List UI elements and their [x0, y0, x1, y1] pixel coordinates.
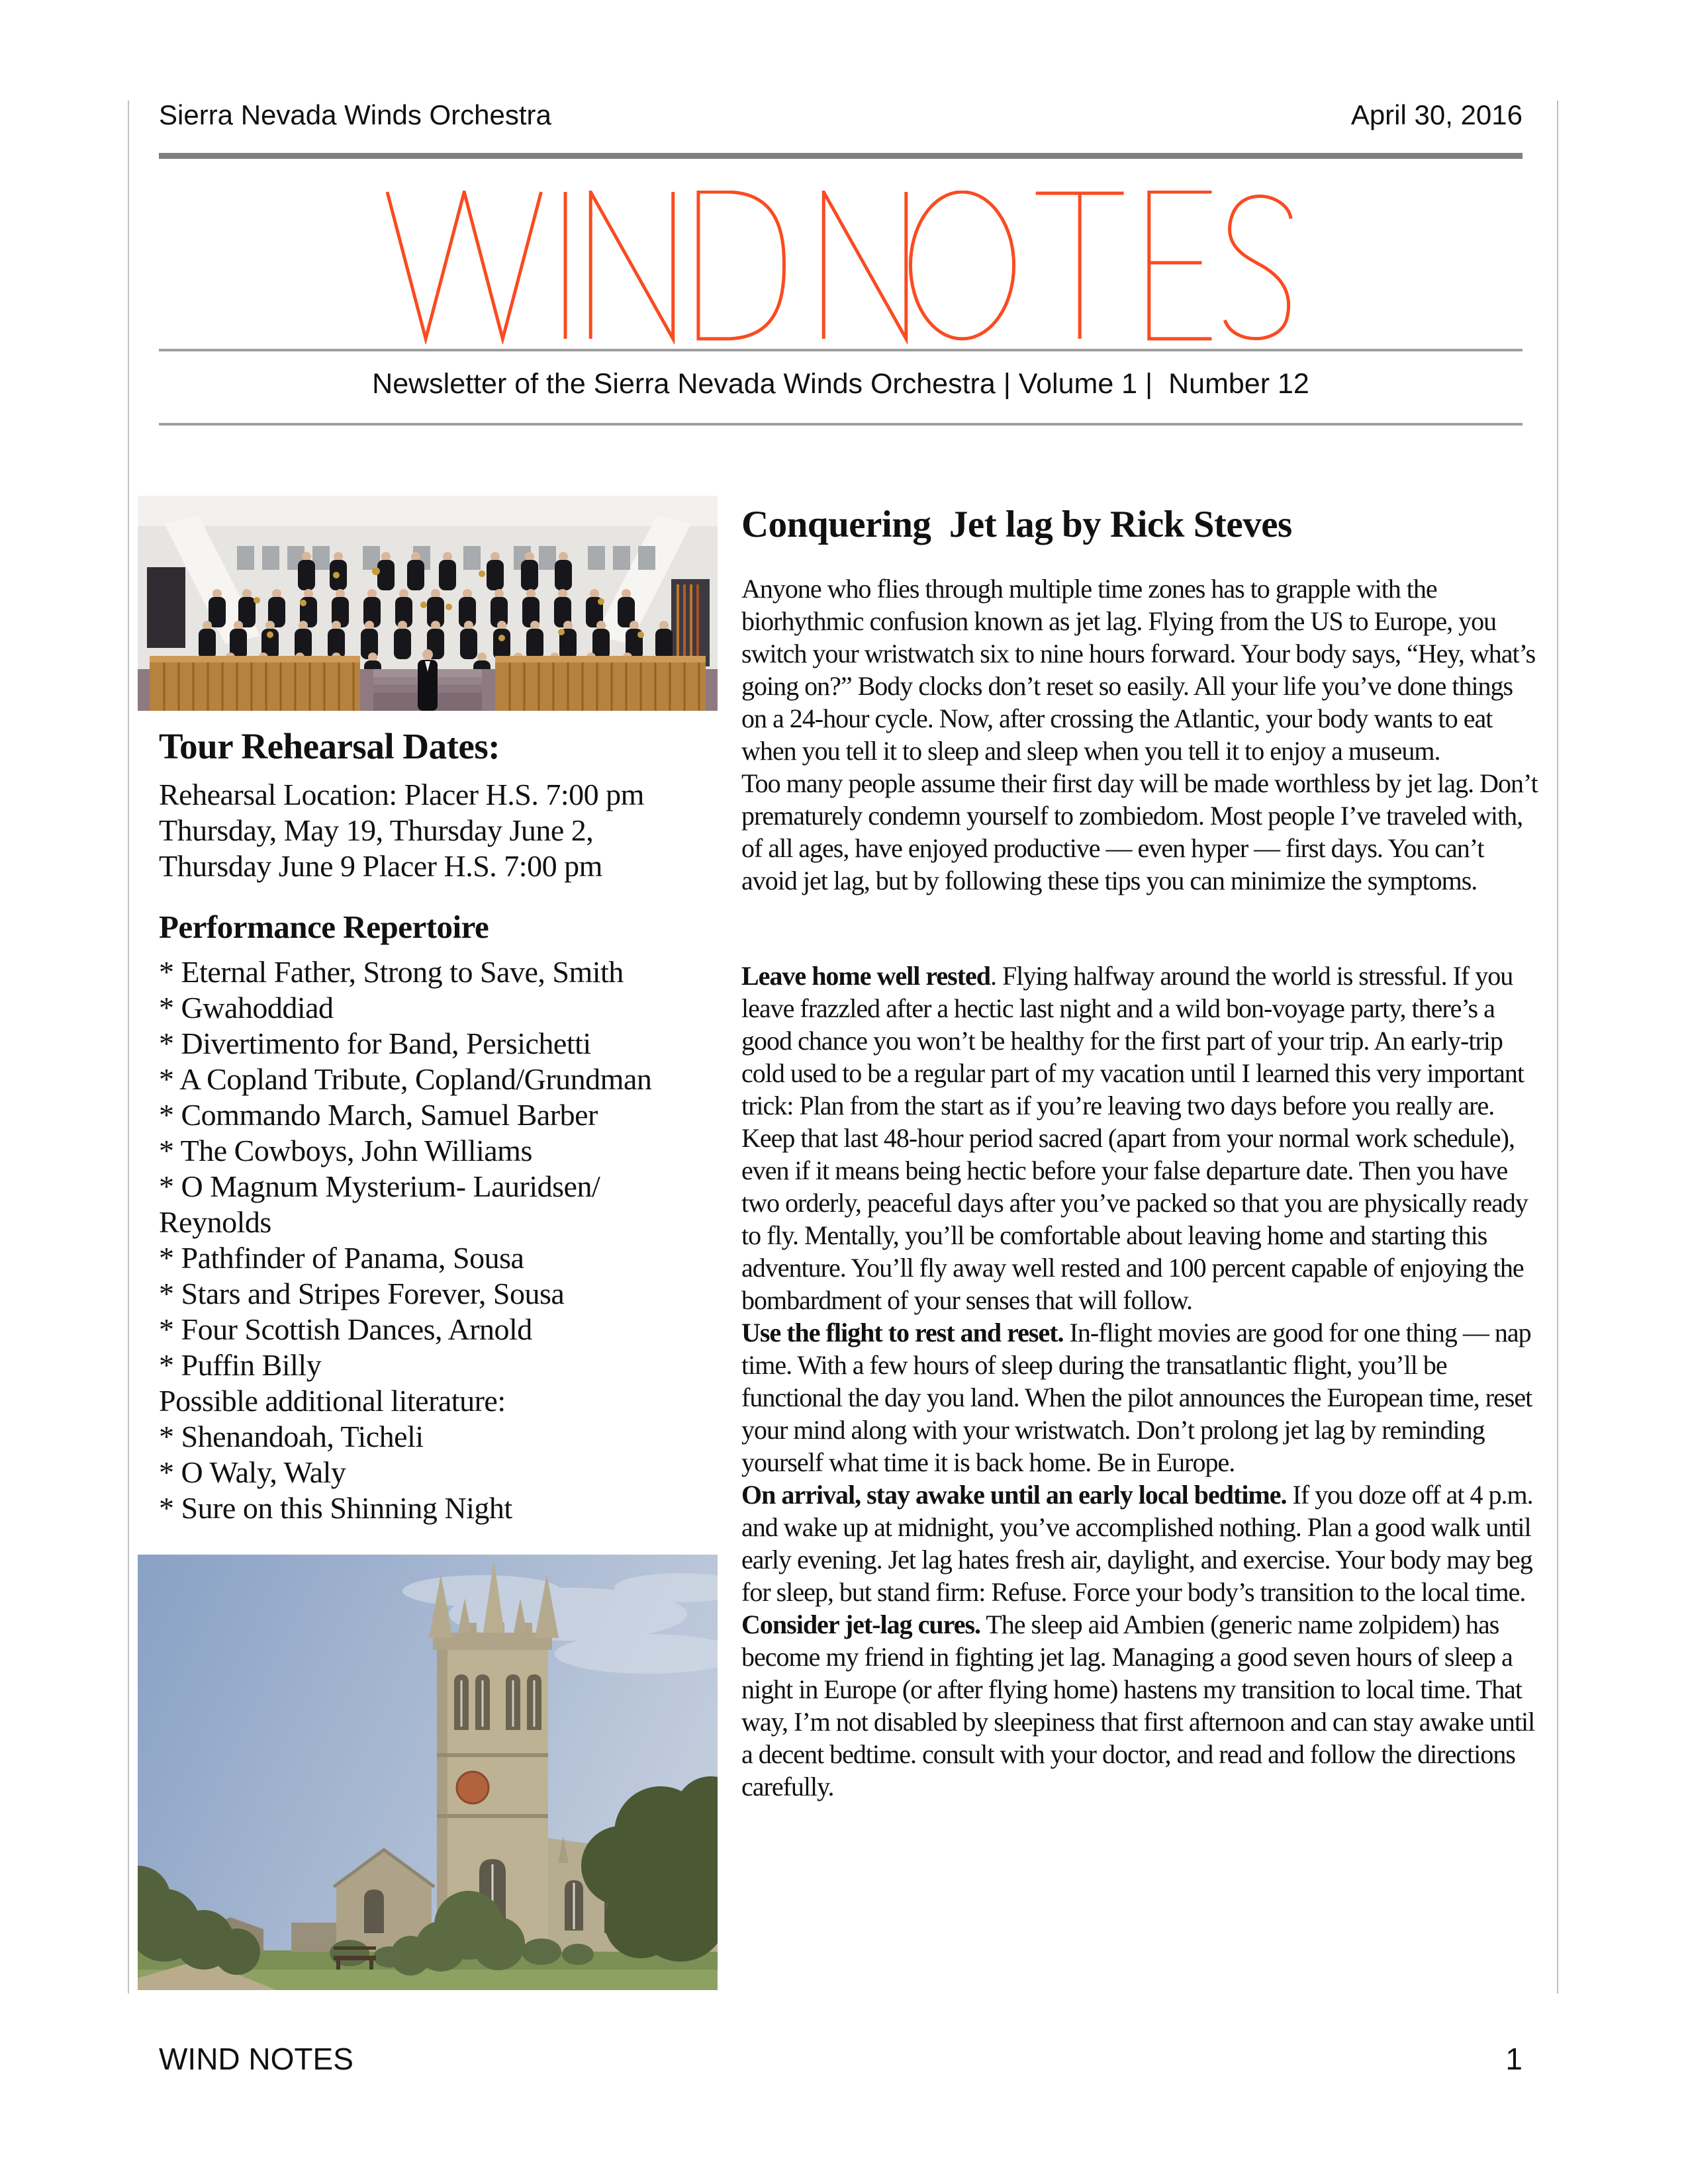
text-line: * O Magnum Mysterium- Lauridsen/ — [159, 1169, 600, 1203]
text-line: Thursday June 9 Placer H.S. 7:00 pm — [159, 849, 602, 883]
performance-repertoire-list — [159, 954, 651, 1526]
masthead-title-art — [384, 191, 1297, 344]
text-line: * Puffin Billy — [159, 1348, 322, 1382]
orchestra-photo-art — [138, 495, 718, 711]
church-photo — [138, 1554, 718, 1991]
article-paragraph: Leave home well rested. Flying halfway around the world is stressful. If you leave frazzled after a hectic last night and a wild bon-voyage party, there’s a good chance you won’t be healthy for the first part of your trip. An early-trip cold used to be a regular part of my vacation until I learned this very important trick: Plan from the start as if you’re leaving two days before you really are. Keep that last 48-hour period sacred (apart from your normal work schedule), even if it means being hectic before your false departure date. Then you have two orderly, peaceful days after you’ve packed so that you are physically ready to fly. Mentally, you’ll be comfortable about leaving home and starting this adventure. You’ll fly away well rested and 100 percent capable of enjoying the bombardment of your senses that will follow. — [741, 961, 1528, 1315]
subtitle-rule-bottom — [159, 423, 1523, 426]
church-photo-art — [138, 1554, 718, 1991]
footer-title: WIND NOTES — [159, 2042, 353, 2076]
article-jet-lag — [741, 503, 1542, 1803]
paragraph-lead-bold: Use the flight to rest and reset. — [741, 1318, 1064, 1347]
article-paragraph: Use the flight to rest and reset. In-flight movies are good for one thing — nap time. With a few hours of sleep during the transatlantic flight, you’ll be functional the day you land. When the pilot announces the European time, reset your mind along with your wristwatch. Don’t prolong jet lag by reminding yourself what time it is back home. Be in Europe. — [741, 1318, 1532, 1477]
text-line: * Divertimento for Band, Persichetti — [159, 1026, 591, 1060]
article-heading: Conquering Jet lag by Rick Steves — [741, 504, 1292, 545]
text-line: * Eternal Father, Strong to Save, Smith — [159, 955, 624, 989]
article-paragraph: Too many people assume their first day will be made worthless by jet lag. Don’t prematurely condemn yourself to zombiedom. Most people I’ve traveled with, of all ages, have enjoyed productive — even hyper — first days. You can’t avoid jet lag, but by following these tips you can minimize the symptoms. — [741, 768, 1538, 895]
subtitle-rule-top — [159, 349, 1523, 351]
text-line: Reynolds — [159, 1205, 271, 1239]
orchestra-photo — [138, 495, 718, 711]
page-frame-line-right — [1557, 101, 1558, 1993]
page-frame-line-left — [128, 101, 129, 1993]
article-paragraph: Anyone who flies through multiple time zones has to grapple with the biorhythmic confusion known as jet lag. Flying from the US to Europe, you switch your wristwatch six to nine hours forward. Your body says, “Hey, what’s going on?” Body clocks don’t reset so easily. All your life you’ve done things on a 24-hour cycle. Now, after crossing the Atlantic, your body wants to eat when you tell it to sleep and sleep when you tell it to enjoy a museum. — [741, 574, 1536, 766]
paragraph-lead-bold: Consider jet-lag cures. — [741, 1610, 981, 1639]
article-paragraph: On arrival, stay awake until an early local bedtime. If you doze off at 4 p.m. and wake up at midnight, you’ve accomplished nothing. Plan a good walk until early evening. Jet lag hates fresh air, daylight, and exercise. Your body may beg for sleep, but stand firm: Refuse. Force your body’s transition to the local time. — [741, 1480, 1533, 1607]
newsletter-subtitle: Newsletter of the Sierra Nevada Winds Orchestra | Volume 1 | Number 12 — [372, 368, 1309, 400]
paragraph-lead-bold: Leave home well rested — [741, 961, 991, 991]
tower-clock — [457, 1772, 489, 1803]
text-line: * A Copland Tribute, Copland/Grundman — [159, 1062, 652, 1096]
text-line: Thursday, May 19, Thursday June 2, — [159, 813, 594, 847]
church-tower — [429, 1560, 559, 1952]
text-line: * Shenandoah, Ticheli — [159, 1420, 424, 1453]
performance-repertoire-heading: Performance Repertoire — [159, 909, 489, 945]
article-paragraph: Consider jet-lag cures. The sleep aid Ambien (generic name zolpidem) has become my friend in fighting jet lag. Managing a good seven hours of sleep a night in Europe (or after flying home) hastens my transition to local time. That way, I’m not disabled by sleepiness that first afternoon and can stay awake until a decent bedtime. consult with your doctor, and read and follow the directions carefully. — [741, 1610, 1535, 1801]
article-paragraphs — [741, 572, 1542, 1803]
tour-rehearsal-lines — [159, 777, 644, 884]
text-line: * O Waly, Waly — [159, 1455, 346, 1489]
text-line: * Commando March, Samuel Barber — [159, 1098, 598, 1132]
header-date: April 30, 2016 — [1350, 99, 1523, 130]
text-line: Possible additional literature: — [159, 1384, 506, 1418]
text-line: * Pathfinder of Panama, Sousa — [159, 1241, 524, 1275]
text-line: * Sure on this Shinning Night — [159, 1491, 512, 1525]
page-footer — [159, 2041, 1523, 2077]
header-organization: Sierra Nevada Winds Orchestra — [159, 99, 551, 130]
musician-row-3 — [199, 621, 673, 659]
text-line: * Gwahoddiad — [159, 991, 334, 1024]
header-rule — [159, 153, 1523, 159]
paragraph-lead-bold: On arrival, stay awake until an early local bedtime. — [741, 1480, 1287, 1510]
masthead-title — [384, 191, 1297, 344]
text-line: Rehearsal Location: Placer H.S. 7:00 pm — [159, 778, 644, 811]
page-header — [159, 99, 1523, 131]
text-line: * Four Scottish Dances, Arnold — [159, 1312, 532, 1346]
wood-railing-right — [495, 656, 706, 711]
text-line: * Stars and Stripes Forever, Sousa — [159, 1277, 565, 1310]
footer-page-number: 1 — [1505, 2042, 1523, 2076]
tour-rehearsal-heading: Tour Rehearsal Dates: — [159, 726, 500, 766]
text-line: * The Cowboys, John Williams — [159, 1134, 532, 1167]
wood-railing-left — [150, 656, 360, 711]
